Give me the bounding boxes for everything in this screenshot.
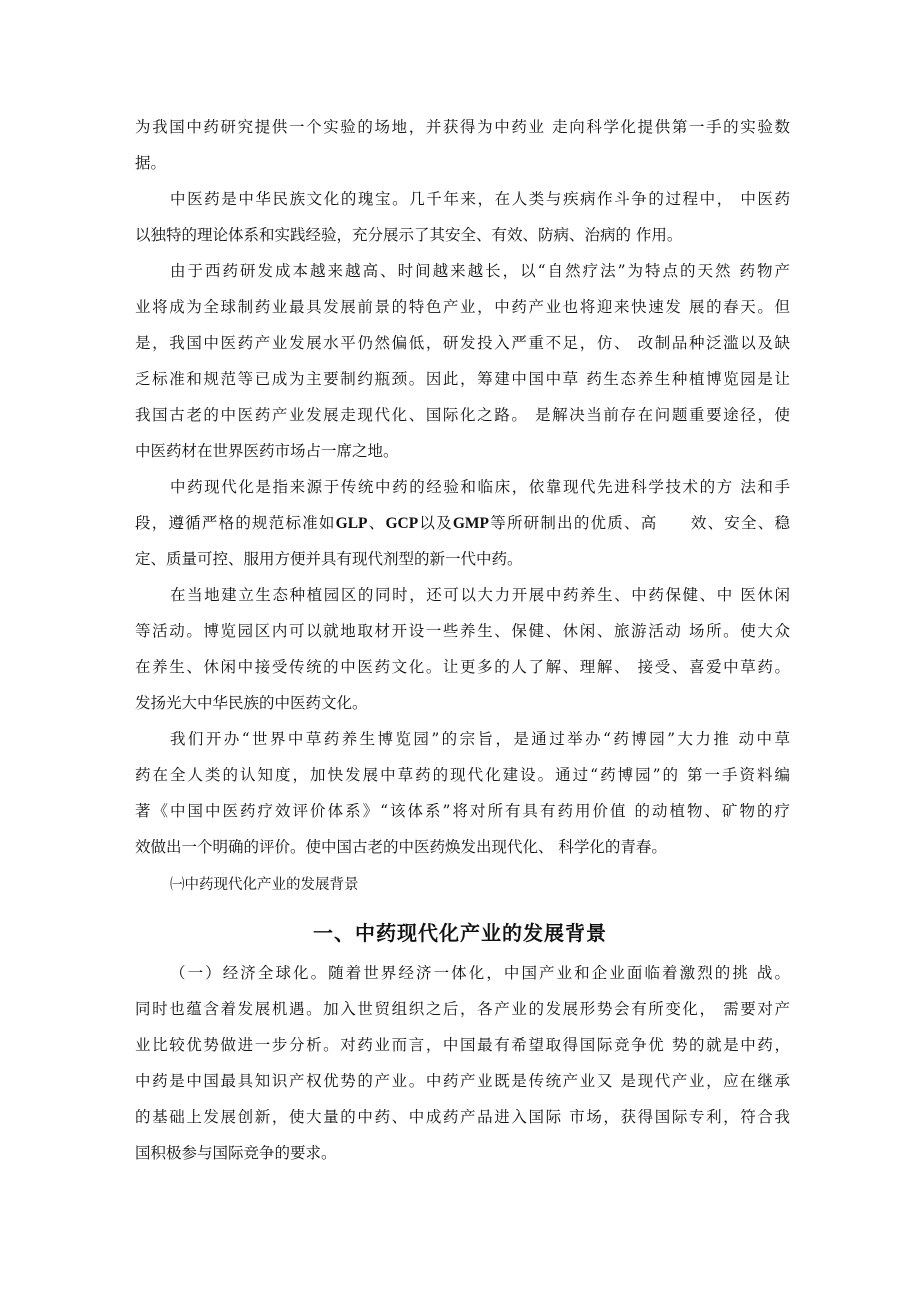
paragraph-line: 发扬光大中华民族的中医药文化。 xyxy=(135,694,368,712)
paragraph-line: 的基础上发展创新，使大量的中药、中成药产品进入国际 市场，获得国际专利，符合我 xyxy=(135,1108,790,1126)
paragraph-line: 著《中国中医药疗效评价体系》“该体系”将对所有具有药用价值 的动植物、矿物的疗 xyxy=(135,802,790,820)
paragraph-line: 在当地建立生态种植园区的同时，还可以大力开展中药养生、中药保健、中 医休闲 xyxy=(170,586,790,604)
paragraph-line: 是，我国中医药产业发展水平仍然偏低，研发投入严重不足，仿、 改制品种泛滥以及缺 xyxy=(135,334,790,352)
paragraph-line-with-standards xyxy=(135,512,790,535)
paragraph-line: 业比较优势做进一步分析。对药业而言，中国最有希望取得国际竞争优 势的就是中药， xyxy=(135,1036,790,1054)
paragraph-line: 中医药是中华民族文化的瑰宝。几千年来，在人类与疾病作斗争的过程中， 中医药 xyxy=(170,190,790,208)
paragraph-line: 定、质量可控、服用方便并具有现代剂型的新一代中药。 xyxy=(135,550,523,568)
paragraph-line: 等活动。博览园区内可以就地取材开设一些养生、保健、休闲、旅游活动 场所。使大众 xyxy=(135,622,790,640)
paragraph-line: （一）经济全球化。随着世界经济一体化，中国产业和企业面临着激烈的挑 战。 xyxy=(170,964,790,982)
paragraph-line: 为我国中药研究提供一个实验的场地，并获得为中药业 走向科学化提供第一手的实验数 xyxy=(135,118,790,136)
paragraph-line: 中药现代化是指来源于传统中药的经验和临床，依靠现代先进科学技术的方 法和手 xyxy=(170,478,790,496)
paragraph-line: 药在全人类的认知度，加快发展中草药的现代化建设。通过“药博园”的 第一手资料编 xyxy=(135,766,790,784)
glp-term: GLP xyxy=(335,515,368,532)
text-span: 、 xyxy=(367,514,386,532)
text-span: 等所研制出的优质、高 效、安全、稳 xyxy=(489,514,790,532)
paragraph-line: 以独特的理论体系和实践经验，充分展示了其安全、有效、防病、治病的 作用。 xyxy=(135,226,683,244)
paragraph-line: 同时也蕴含着发展机遇。加入世贸组织之后，各产业的发展形势会有所变化， 需要对产 xyxy=(135,1000,790,1018)
text-span: 段，遵循严格的规范标准如 xyxy=(135,514,336,532)
text-span: 以及 xyxy=(418,514,453,532)
paragraph-line: 业将成为全球制药业最具发展前景的特色产业，中药产业也将迎来快速发 展的春天。但 xyxy=(135,298,790,316)
paragraph-line: 据。 xyxy=(135,154,167,172)
paragraph-line: 国积极参与国际竞争的要求。 xyxy=(135,1144,337,1162)
paragraph-line: 中医药材在世界医药市场占一席之地。 xyxy=(135,442,399,460)
section-heading: 一、中药现代化产业的发展背景 xyxy=(313,921,607,945)
gmp-term: GMP xyxy=(452,515,490,532)
subheading: ㈠中药现代化产业的发展背景 xyxy=(170,877,359,893)
paragraph-line: 乏标准和规范等已成为主要制约瓶颈。因此，筹建中国中草 药生态养生种植博览园是让 xyxy=(135,370,790,388)
paragraph-line: 中药是中国最具知识产权优势的产业。中药产业既是传统产业又 是现代产业，应在继承 xyxy=(135,1072,790,1090)
paragraph-line: 效做出一个明确的评价。使中国古老的中医药焕发出现代化、 科学化的青春。 xyxy=(135,838,667,856)
paragraph-line: 在养生、休闲中接受传统的中医药文化。让更多的人了解、理解、 接受、喜爱中草药。 xyxy=(135,658,790,676)
paragraph-line: 由于西药研发成本越来越高、时间越来越长，以“自然疗法”为特点的天然 药物产 xyxy=(170,262,790,280)
paragraph-line: 我们开办“世界中草药养生博览园”的宗旨，是通过举办“药博园”大力推 动中草 xyxy=(170,730,790,748)
gcp-term: GCP xyxy=(385,515,419,532)
paragraph-line: 我国古老的中医药产业发展走现代化、国际化之路。 是解决当前存在问题重要途径，使 xyxy=(135,406,790,424)
